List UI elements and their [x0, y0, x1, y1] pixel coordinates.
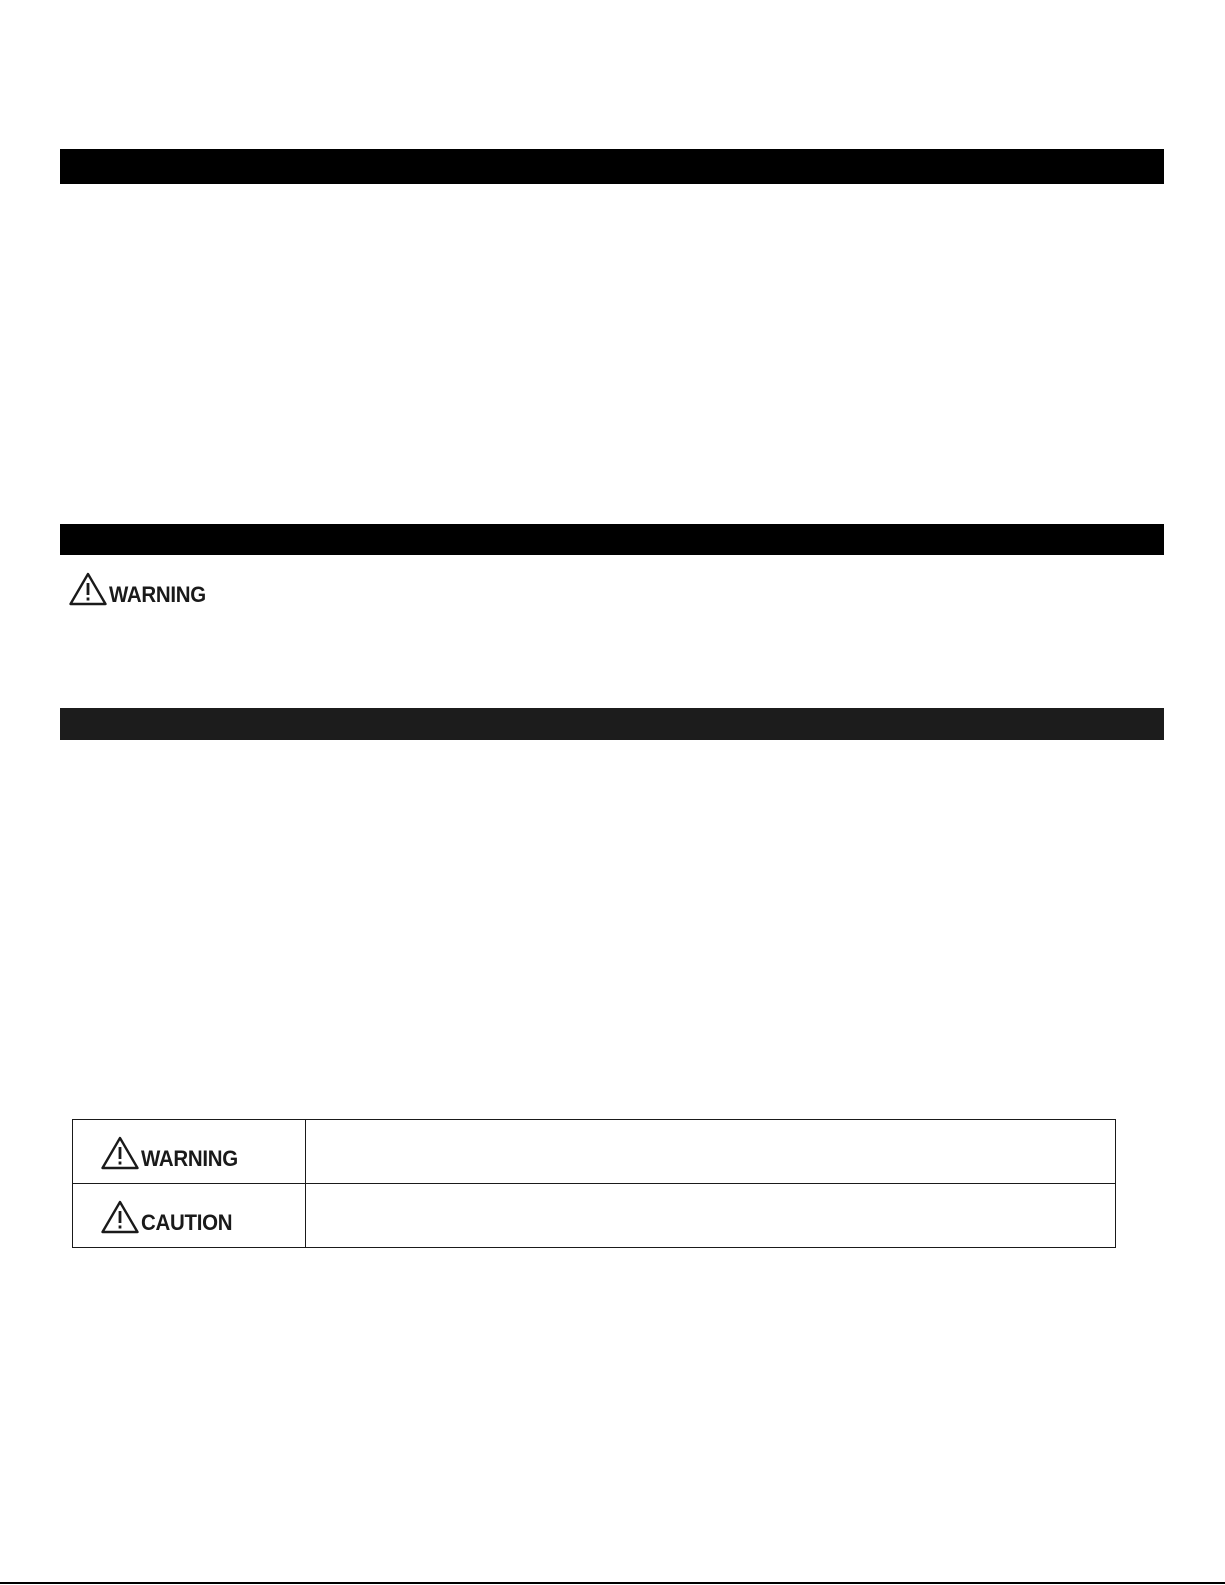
signal-word-table: [72, 1119, 1116, 1248]
table-row: [73, 1184, 1116, 1248]
warning-signal-word: [69, 572, 213, 606]
section-header-bar-3: [60, 708, 1164, 740]
description-cell: [305, 1120, 1115, 1184]
warning-label: WARNING: [141, 1145, 238, 1171]
table-row: [73, 1120, 1116, 1184]
warning-signal-word: [101, 1134, 305, 1170]
warning-label: WARNING: [109, 582, 206, 607]
warning-triangle-icon: [69, 572, 107, 606]
warning-triangle-icon: [101, 1136, 139, 1170]
section-header-bar-1: [60, 149, 1164, 184]
bottom-rule: [0, 1582, 1225, 1584]
warning-triangle-icon: [101, 1200, 139, 1234]
section-header-bar-2: [60, 524, 1164, 555]
signal-word-cell: [73, 1120, 306, 1184]
caution-signal-word: [101, 1198, 305, 1234]
caution-label: CAUTION: [141, 1209, 233, 1235]
signal-word-cell: [73, 1184, 306, 1248]
description-cell: [305, 1184, 1115, 1248]
